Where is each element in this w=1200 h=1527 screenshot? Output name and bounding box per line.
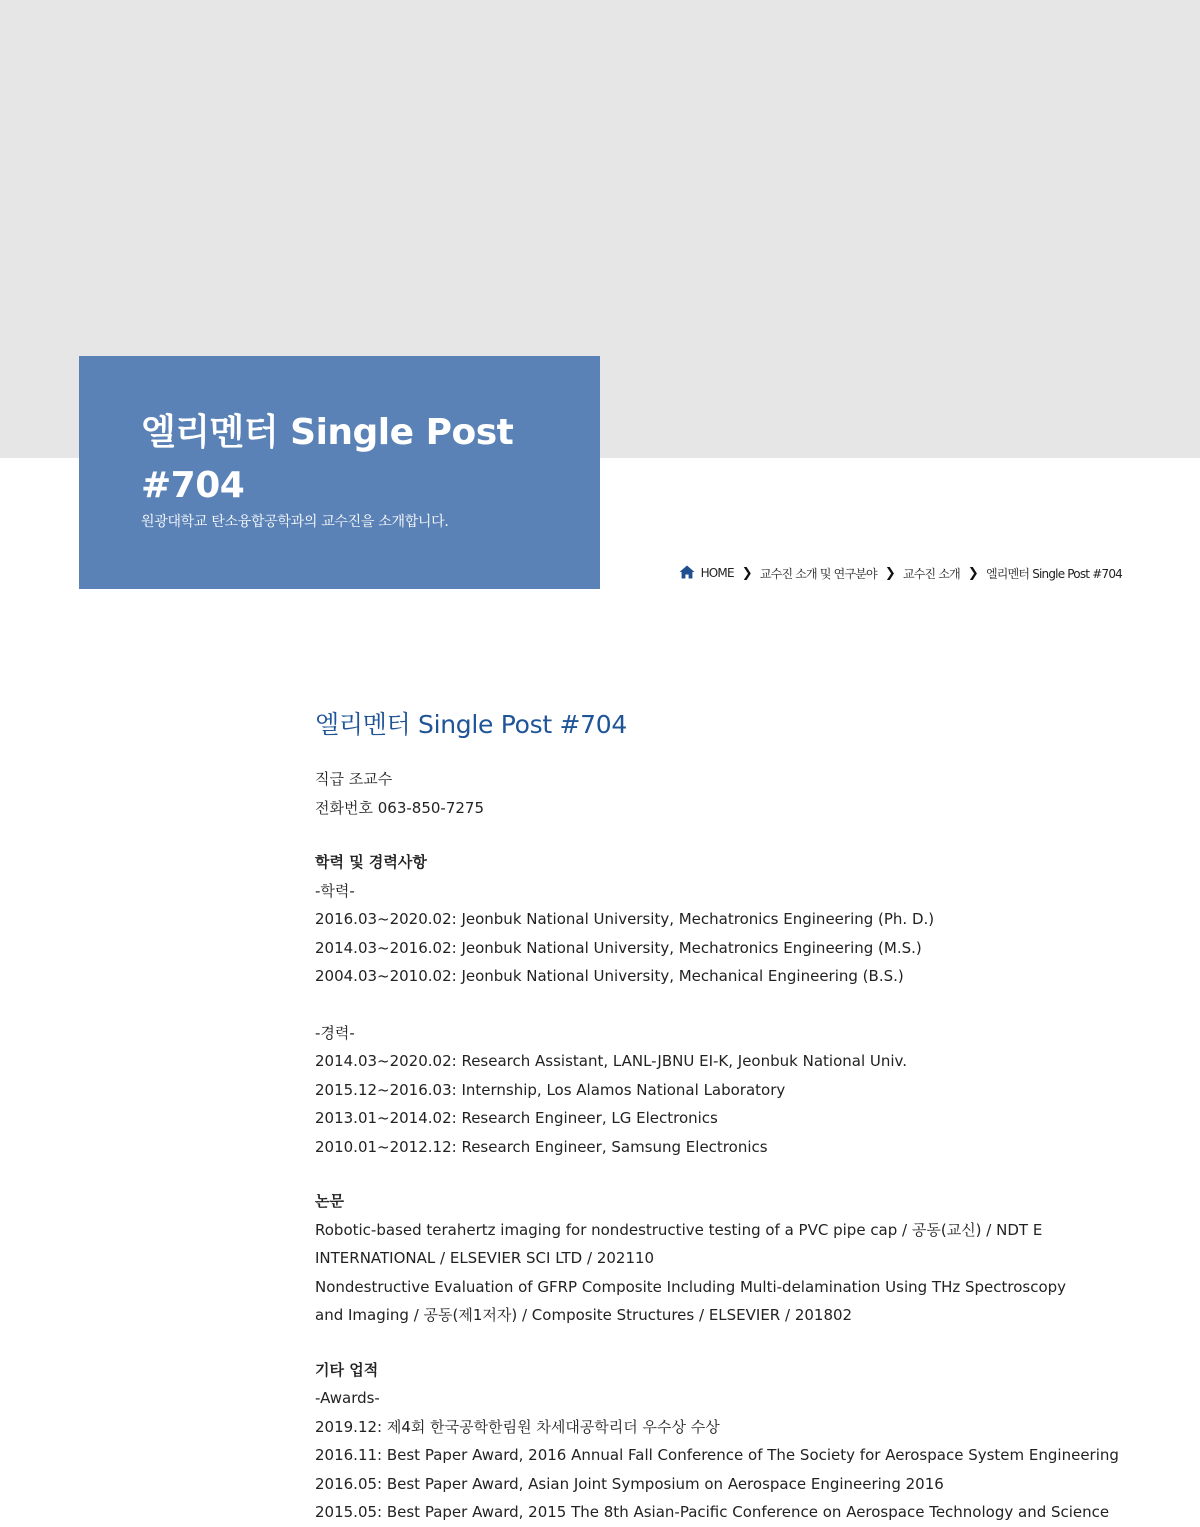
awards-label: -Awards- [315,1389,380,1407]
breadcrumb-item-faculty-research[interactable]: 교수진 소개 및 연구분야 [759,566,877,581]
education-label: -학력- [315,881,355,900]
career-item: 2015.12~2016.03: Internship, Los Alamos National Laboratory [315,1080,786,1099]
paper-item: Nondestructive Evaluation of GFRP Composite Including Multi-delamination Using THz Spectroscopy and Imaging / 공동(제1저자) / Composite Structures / ELSEVIER / 201802 [315,1277,1067,1324]
breadcrumb-item-current: 엘리멘터 Single Post #704 [986,566,1122,581]
chevron-right-icon: ❯ [884,565,895,581]
education-item: 2016.03~2020.02: Jeonbuk National University, Mechatronics Engineering (Ph. D.) [315,910,935,928]
post-content [315,705,1119,1527]
chevron-right-icon: ❯ [967,565,979,581]
career-item: 2010.01~2012.12: Research Engineer, Samsung Electronics [315,1137,768,1156]
award-item: 2016.05: Best Paper Award, Asian Joint Symposium on Aerospace Engineering 2016 [315,1474,944,1493]
education-item: 2014.03~2016.02: Jeonbuk National University, Mechatronics Engineering (M.S.) [315,938,922,957]
page-header-box [79,356,600,589]
career-label: -경력- [315,1023,355,1042]
education-item: 2004.03~2010.02: Jeonbuk National University, Mechanical Engineering (B.S.) [315,967,904,985]
paper-item: Robotic-based terahertz imaging for nondestructive testing of a PVC pipe cap / 공동(교신) / NDT E INTERNATIONAL / ELSEVIER SCI LTD / 202110 [315,1220,1043,1267]
award-item: 2019.12: 제4회 한국공학한림원 차세대공학리더 우수상 수상 [315,1417,720,1436]
other-achievements-heading: 기타 업적 [315,1360,379,1379]
breadcrumb [679,563,1122,583]
education-heading: 학력 및 경력사항 [315,853,427,871]
page-title: 엘리멘터 Single Post #704 [141,412,514,506]
breadcrumb-item-faculty[interactable]: 교수진 소개 [902,566,960,581]
post-title: 엘리멘터 Single Post #704 [315,710,627,739]
spacer [315,991,1085,1019]
award-item: 2015.05: Best Paper Award, 2015 The 8th Asian-Pacific Conference on Aerospace Technology and Science [315,1503,1110,1521]
phone-text: 전화번호 063-850-7275 [315,798,484,817]
career-item: 2014.03~2020.02: Research Assistant, LANL-JBNU EI-K, Jeonbuk National Univ. [315,1052,908,1070]
award-item: 2016.11: Best Paper Award, 2016 Annual Fall Conference of The Society for Aerospace System Engineering [315,1446,1119,1464]
position-text: 직급 조교수 [315,770,393,788]
papers-heading: 논문 [315,1192,344,1210]
breadcrumb-home-link[interactable]: HOME [700,566,734,580]
chevron-right-icon: ❯ [741,565,752,581]
home-icon[interactable] [679,565,695,582]
page-subtitle: 원광대학교 탄소융합공학과의 교수진을 소개합니다. [141,514,449,530]
career-item: 2013.01~2014.02: Research Engineer, LG Electronics [315,1109,718,1127]
